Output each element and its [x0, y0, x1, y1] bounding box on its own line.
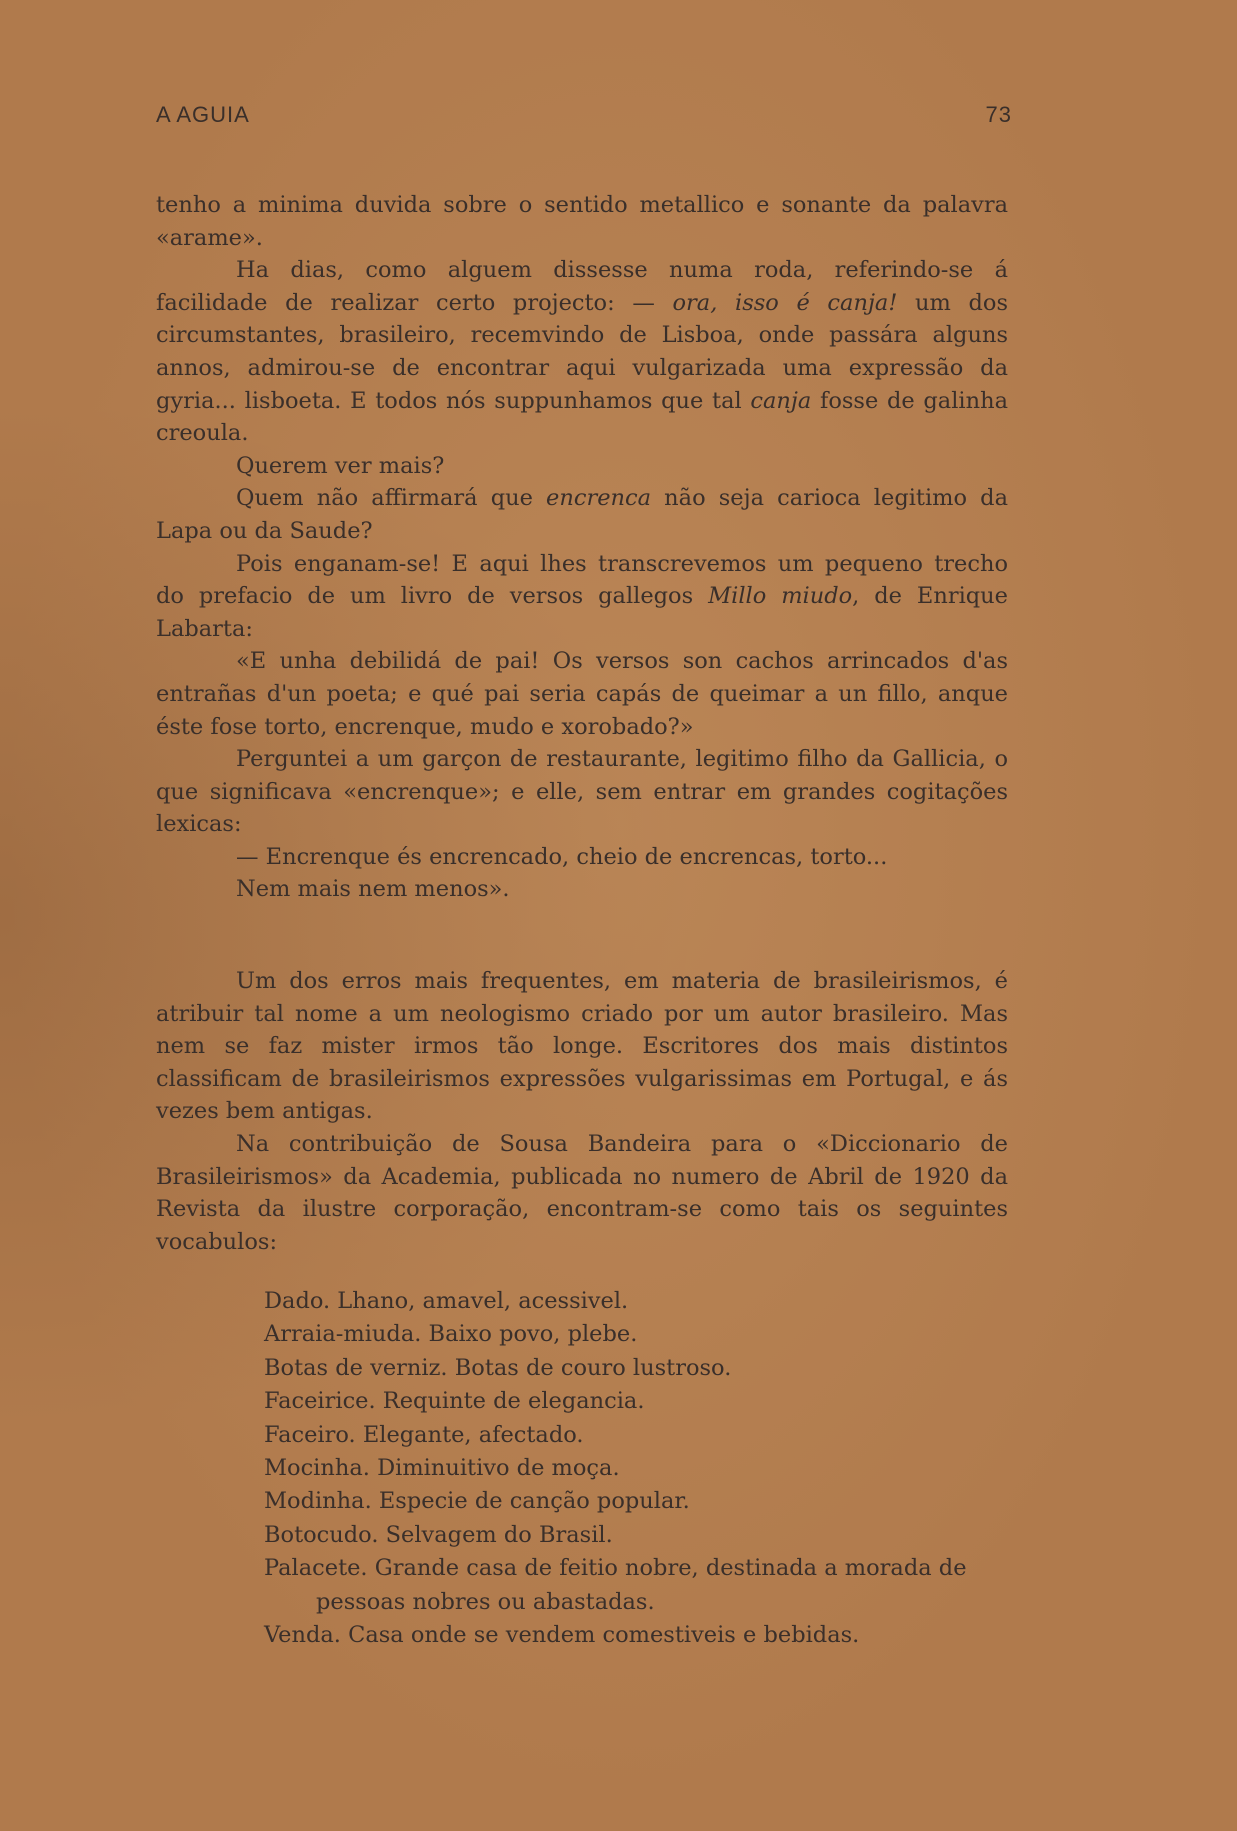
glossary-entry: Palacete. Grande casa de feitio nobre, destinada a morada de pessoas nobres ou abastadas. [264, 1555, 967, 1615]
journal-title: A AGUIA [156, 102, 250, 127]
italic-term: encrenca [546, 485, 652, 512]
paragraph [156, 873, 1008, 906]
glossary-list [264, 1285, 1010, 1652]
glossary-entry: Faceiro. Elegante, afectado. [264, 1421, 584, 1448]
paragraph-text: Ha dias, como alguem dissesse numa roda, referindo-se á facilidade de realizar certo projecto: — [156, 257, 1008, 316]
glossary-entry: Mocinha. Diminuitivo de moça. [264, 1455, 620, 1482]
paragraph [156, 254, 1008, 450]
paragraph [156, 189, 1008, 254]
paragraph [156, 548, 1008, 646]
paragraph-text: — Encrenque és encrencado, cheio de encrencas, torto... [236, 843, 888, 870]
paragraph-text: Querem ver mais? [236, 452, 445, 479]
paragraph-text: Nem mais nem menos». [236, 876, 510, 903]
article-section-1 [156, 189, 1008, 906]
paragraph [156, 743, 1008, 841]
glossary-entry: Venda. Casa onde se vendem comestiveis e bebidas. [264, 1622, 860, 1649]
paragraph-text: tenho a minima duvida sobre o sentido metallico e sonante da palavra «arame». [156, 192, 1008, 251]
glossary-entry: Faceirice. Requinte de elegancia. [264, 1388, 645, 1415]
paragraph-text: Pois enganam-se! E aqui lhes transcrevemos um pequeno trecho do prefacio de um livro de versos gallegos [156, 550, 1008, 610]
paragraph-text: não seja carioca legitimo da Lapa ou da Saude? [156, 485, 1008, 544]
paragraph [156, 482, 1008, 547]
paragraph [156, 450, 1008, 483]
paragraph-text: Perguntei a um garçon de restaurante, legitimo filho da Gallicia, o que significava «encrenque»; e elle, sem entrar em grandes cogitações lexicas: [156, 746, 1008, 838]
paragraph-text: , de Enrique Labarta: [156, 583, 1008, 642]
paragraph [156, 645, 1008, 743]
paragraph-text: Quem não affirmará que [236, 485, 547, 512]
italic-term: Millo miudo [708, 583, 853, 610]
running-header [156, 102, 1012, 128]
paragraph-text: Na contribuição de Sousa Bandeira para o «Diccionario de Brasileirismos» da Academia, publicada no numero de Abril de 1920 da Revista da ilustre corporação, encontram-se como tais os seguintes vocabulos: [156, 1130, 1008, 1255]
glossary-entry: Botas de verniz. Botas de couro lustroso. [264, 1354, 732, 1381]
page-number: 73 [985, 102, 1012, 127]
paragraph [156, 841, 1008, 874]
paragraph [156, 1128, 1008, 1258]
glossary-entry: Botocudo. Selvagem do Brasil. [264, 1521, 613, 1548]
paragraph-text: «E unha debilidá de pai! Os versos son cachos arrincados d'as entrañas d'un poeta; e qué pai seria capás de queimar a un fillo, anque éste fose torto, encrenque, mudo e xorobado?» [156, 648, 1008, 740]
paragraph [156, 965, 1008, 1128]
glossary-entry: Dado. Lhano, amavel, acessivel. [264, 1288, 629, 1314]
paragraph-text: um dos circumstantes, brasileiro, recemvindo de Lisboa, onde passára alguns annos, admirou-se de encontrar aqui vulgarizada uma expressão da gyria... lisboeta. E todos nós suppunhamos que tal [156, 289, 1008, 414]
article-section-2 [156, 965, 1008, 1258]
paragraph-text: fosse de galinha creoula. [156, 387, 1008, 447]
paragraph-text: Um dos erros mais frequentes, em materia de brasileirismos, é atribuir tal nome a um neologismo criado por um autor brasileiro. Mas nem se faz mister irmos tão longe. Escritores dos mais distintos classificam de brasileirismos expressões vulgarissimas em Portugal, e ás vezes bem antigas. [156, 968, 1008, 1125]
italic-term: canja [750, 387, 812, 414]
italic-term: ora, isso é canja! [672, 289, 898, 316]
glossary-entry: Modinha. Especie de canção popular. [264, 1488, 690, 1515]
glossary-entry: Arraia-miuda. Baixo povo, plebe. [264, 1321, 638, 1348]
